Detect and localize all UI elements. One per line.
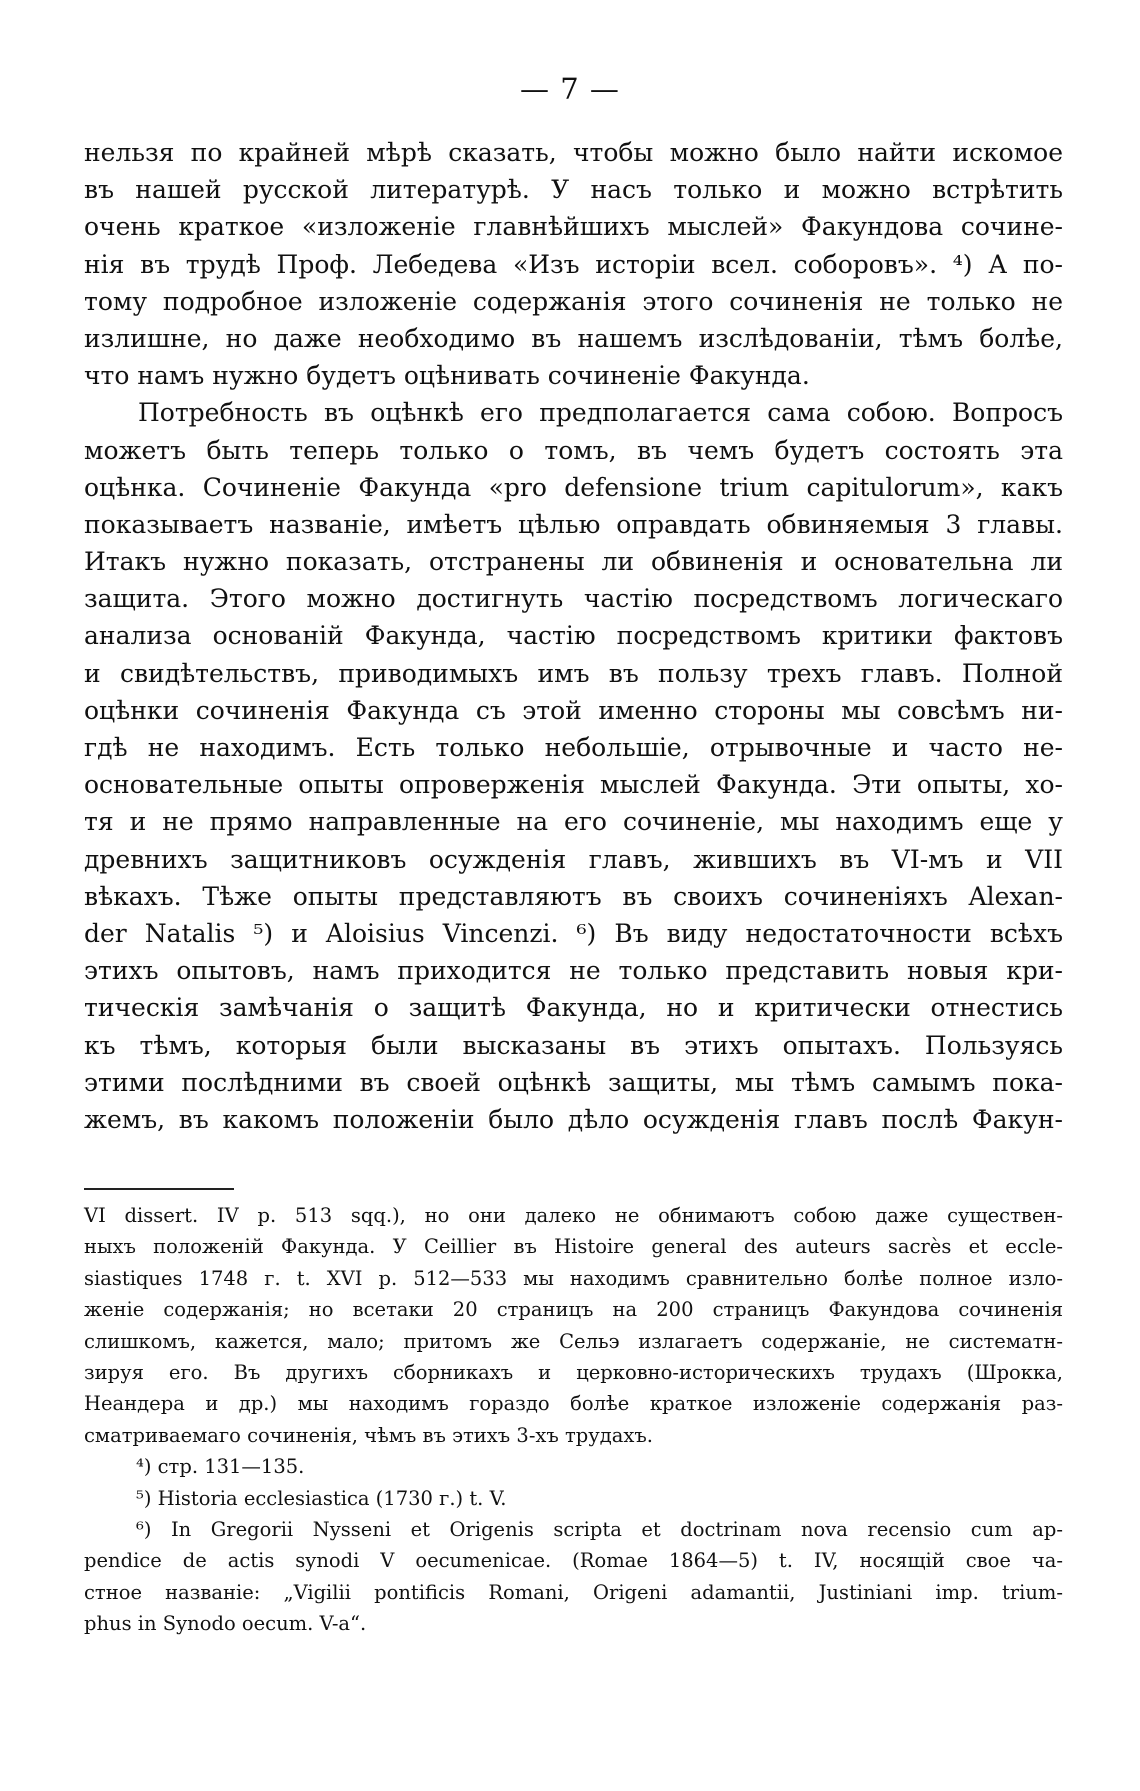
text-line: Потребность въ оцѣнкѣ его предполагается сама собою. Вопросъ bbox=[138, 398, 1063, 428]
text-line: излишне, но даже необходимо въ нашемъ изслѣдованіи, тѣмъ болѣе, bbox=[84, 323, 1063, 353]
text-line: анализа основаній Факунда, частію посредствомъ критики фактовъ bbox=[84, 621, 1063, 651]
footnote-6: ⁶) In Gregorii Nysseni et Origenis scripta et doctrinam nova recensio cum ap- bbox=[136, 1517, 1063, 1541]
footnote-line: phus in Synodo oecum. V-a“. bbox=[84, 1612, 367, 1636]
main-text-block bbox=[84, 134, 1063, 1138]
text-line: жемъ, въ какомъ положеніи было дѣло осужденія главъ послѣ Факун- bbox=[84, 1104, 1063, 1134]
footnote-divider bbox=[84, 1188, 234, 1190]
text-line: показываетъ названіе, имѣетъ цѣлью оправдать обвиняемыя 3 главы. bbox=[84, 509, 1063, 539]
footnote-4: ⁴) стр. 131—135. bbox=[136, 1455, 305, 1479]
footnotes-block bbox=[84, 1200, 1063, 1639]
text-line: нія въ трудѣ Проф. Лебедева «Изъ исторіи всел. соборовъ». ⁴) А по- bbox=[84, 249, 1063, 279]
text-line: Итакъ нужно показать, отстранены ли обвиненія и основательна ли bbox=[84, 547, 1063, 577]
text-line: гдѣ не находимъ. Есть только небольшіе, отрывочные и часто не- bbox=[84, 733, 1063, 762]
footnote-line: ныхъ положеній Факунда. У Ceillier въ Histoire general des auteurs sacrès et eccle- bbox=[84, 1235, 1063, 1259]
footnote-line: зируя его. Въ другихъ сборникахъ и церковно-историческихъ трудахъ (Шрокка, bbox=[84, 1360, 1063, 1384]
footnote-5: ⁵) Historia ecclesiastica (1730 г.) t. V. bbox=[136, 1486, 507, 1510]
text-line: къ тѣмъ, которыя были высказаны въ этихъ опытахъ. Пользуясь bbox=[84, 1030, 1063, 1060]
footnote-line: слишкомъ, кажется, мало; притомъ же Сельэ излагаетъ содержаніе, не систематн- bbox=[84, 1329, 1063, 1353]
footnote-line: Неандера и др.) мы находимъ гораздо болѣе краткое изложеніе содержанія раз- bbox=[84, 1392, 1063, 1416]
footnote-line: siastiques 1748 г. t. XVI p. 512—533 мы находимъ сравнительно болѣе полное изло- bbox=[84, 1266, 1063, 1290]
text-line: тя и не прямо направленные на его сочиненіе, мы находимъ еще у bbox=[84, 807, 1063, 837]
text-line: der Natalis ⁵) и Aloisius Vincenzi. ⁶) Въ виду недостаточности всѣхъ bbox=[84, 918, 1063, 948]
text-line: древнихъ защитниковъ осужденія главъ, жившихъ въ VI-мъ и VII bbox=[84, 844, 1063, 874]
text-line: вѣкахъ. Тѣже опыты представляютъ въ своихъ сочиненіяхъ Alexan- bbox=[84, 881, 1063, 911]
text-line: тическія замѣчанія о защитѣ Факунда, но и критически отнестись bbox=[84, 993, 1063, 1023]
text-line: что намъ нужно будетъ оцѣнивать сочиненіе Факунда. bbox=[84, 361, 810, 391]
text-line: тому подробное изложеніе содержанія этого сочиненія не только не bbox=[84, 286, 1063, 316]
page-number: — 7 — bbox=[520, 72, 620, 106]
text-line: основательные опыты опроверженія мыслей Факунда. Эти опыты, хо- bbox=[84, 770, 1063, 800]
footnote-line: pendice de actis synodi V oecumenicae. (Romae 1864—5) t. IV, носящій свое ча- bbox=[84, 1549, 1063, 1573]
footnote-line: стное названіе: „Vigilii pontificis Romani, Origeni adamantii, Justiniani imp. trium- bbox=[84, 1580, 1063, 1604]
text-line: нельзя по крайней мѣрѣ сказать, чтобы можно было найти искомое bbox=[84, 138, 1063, 167]
text-line: этихъ опытовъ, намъ приходится не только представить новыя кри- bbox=[84, 956, 1063, 986]
footnote-line: сматриваемаго сочиненія, чѣмъ въ этихъ 3-хъ трудахъ. bbox=[84, 1423, 653, 1447]
text-line: оцѣнки сочиненія Факунда съ этой именно стороны мы совсѣмъ ни- bbox=[84, 695, 1063, 725]
text-line: оцѣнка. Сочиненіе Факунда «pro defensione trium capitulorum», какъ bbox=[84, 472, 1063, 502]
text-line: и свидѣтельствъ, приводимыхъ имъ въ пользу трехъ главъ. Полной bbox=[84, 658, 1063, 688]
text-line: очень краткое «изложеніе главнѣйшихъ мыслей» Факундова сочине- bbox=[84, 212, 1063, 242]
text-line: этими послѣдними въ своей оцѣнкѣ защиты, мы тѣмъ самымъ пока- bbox=[84, 1067, 1063, 1097]
text-line: защита. Этого можно достигнуть частію посредствомъ логическаго bbox=[84, 584, 1063, 614]
footnote-line: VI dissert. IV p. 513 sqq.), но они далеко не обнимаютъ собою даже существен- bbox=[84, 1204, 1063, 1227]
text-line: можетъ быть теперь только о томъ, въ чемъ будетъ состоять эта bbox=[84, 435, 1063, 465]
footnote-line: женіе содержанія; но всетаки 20 страницъ на 200 страницъ Факундова сочиненія bbox=[84, 1298, 1063, 1322]
text-line: въ нашей русской литературѣ. У насъ только и можно встрѣтить bbox=[84, 175, 1063, 205]
